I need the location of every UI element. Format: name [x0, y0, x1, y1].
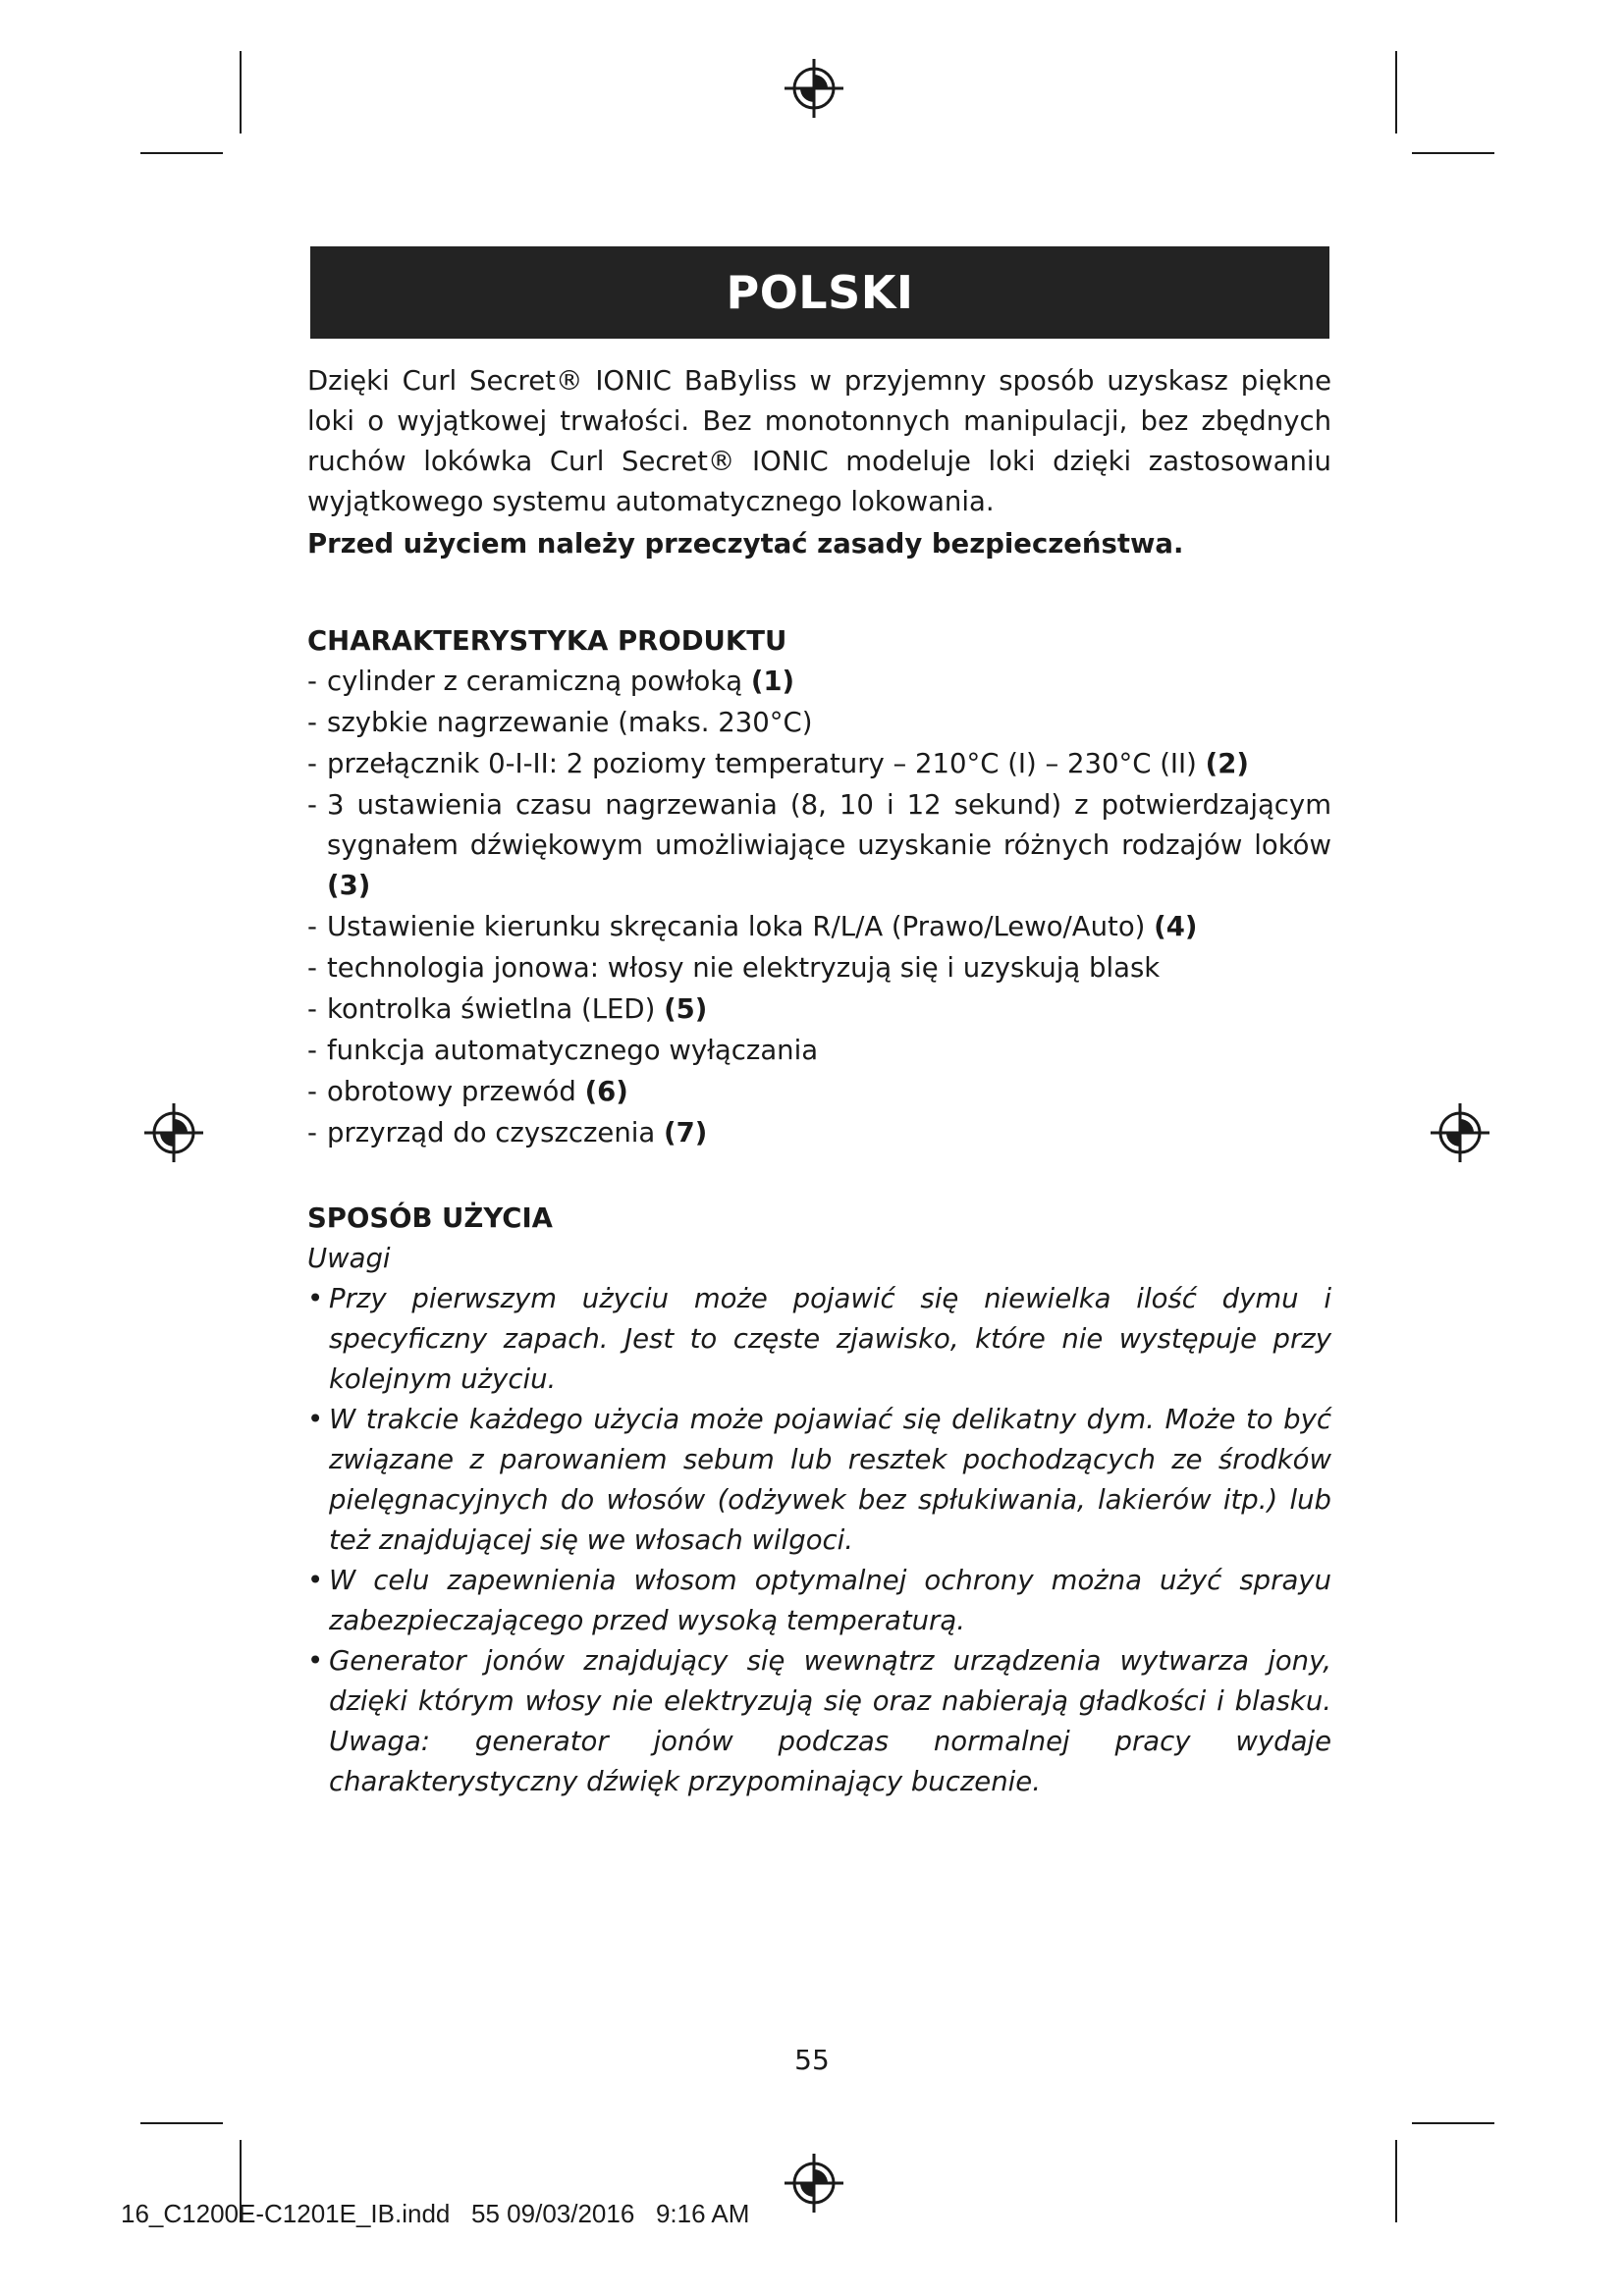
page-number: 55	[794, 2044, 830, 2076]
usage-heading: SPOSÓB UŻYCIA	[307, 1202, 553, 1234]
list-item: - kontrolka świetlna (LED) (5)	[307, 993, 708, 1025]
crop-mark-bottom-right-horizontal	[1412, 2122, 1494, 2124]
features-heading: CHARAKTERYSTYKA PRODUKTU	[307, 625, 787, 657]
intro-paragraph: Dzięki Curl Secret® IONIC BaByliss w przyjemny sposób uzyskasz piękne loki o wyjątkowej trwałości. Bez monotonnych manipulacji, bez zbędnych ruchów lokówka Curl Secret® IONIC modeluje loki dzięki zastosowaniu wyjątkowego systemu automatycznego lokowania.	[307, 365, 1331, 517]
list-item: - obrotowy przewód (6)	[307, 1076, 628, 1107]
features-list	[307, 662, 1331, 1153]
list-item: - szybkie nagrzewanie (maks. 230°C)	[307, 707, 813, 738]
crop-mark-bottom-left-horizontal	[140, 2122, 223, 2124]
crop-mark-top-left-vertical	[240, 51, 242, 133]
list-item: • Przy pierwszym użyciu może pojawić się niewielka ilość dymu i specyficzny zapach. Jest to częste zjawisko, które nie występuje przy kolejnym użyciu.	[307, 1283, 1331, 1395]
page-title: POLSKI	[726, 266, 914, 319]
registration-mark-icon	[142, 1101, 205, 1164]
registration-mark-icon	[783, 57, 845, 120]
main-content	[307, 361, 1331, 1802]
registration-mark-icon	[783, 2152, 845, 2215]
crop-mark-top-left-horizontal	[140, 152, 223, 154]
list-item: - przyrząd do czyszczenia (7)	[307, 1117, 708, 1148]
list-item: • W trakcie każdego użycia może pojawiać się delikatny dym. Może to być związane z parowaniem sebum lub resztek pochodzących ze środków pielęgnacyjnych do włosów (odżywek bez spłukiwania, lakierów itp.) lub też znajdującej się we włosach wilgoci.	[307, 1404, 1331, 1556]
safety-notice: Przed użyciem należy przeczytać zasady bezpieczeństwa.	[307, 528, 1184, 560]
list-item: - technologia jonowa: włosy nie elektryzują się i uzyskują blask	[307, 952, 1161, 984]
list-item: • Generator jonów znajdujący się wewnątrz urządzenia wytwarza jony, dzięki którym włosy nie elektryzują się oraz nabierają gładkości i blasku. Uwaga: generator jonów podczas normalnej pracy wydaje charakterystyczny dźwięk przypominający buczenie.	[307, 1645, 1331, 1797]
notes-label: Uwagi	[307, 1243, 391, 1274]
list-item: - 3 ustawienia czasu nagrzewania (8, 10 i 12 sekund) z potwierdzającym sygnałem dźwiękowym umożliwiające uzyskanie różnych rodzajów loków (3)	[307, 789, 1331, 901]
list-item: - funkcja automatycznego wyłączania	[307, 1035, 819, 1066]
crop-mark-top-right-vertical	[1395, 51, 1397, 133]
language-title-bar	[310, 246, 1329, 339]
list-item: • W celu zapewnienia włosom optymalnej ochrony można użyć sprayu zabezpieczającego przed wysoką temperaturą.	[307, 1565, 1331, 1636]
crop-mark-bottom-right-vertical	[1395, 2140, 1397, 2222]
list-item: - Ustawienie kierunku skręcania loka R/L/A (Prawo/Lewo/Auto) (4)	[307, 911, 1198, 942]
print-slug: 16_C1200E-C1201E_IB.indd 55 09/03/2016 9:16 AM	[121, 2199, 750, 2228]
list-item: - cylinder z ceramiczną powłoką (1)	[307, 666, 795, 697]
list-item: - przełącznik 0-I-II: 2 poziomy temperatury – 210°C (I) – 230°C (II) (2)	[307, 748, 1249, 779]
crop-mark-top-right-horizontal	[1412, 152, 1494, 154]
notes-list	[307, 1279, 1331, 1802]
registration-mark-icon	[1429, 1101, 1491, 1164]
